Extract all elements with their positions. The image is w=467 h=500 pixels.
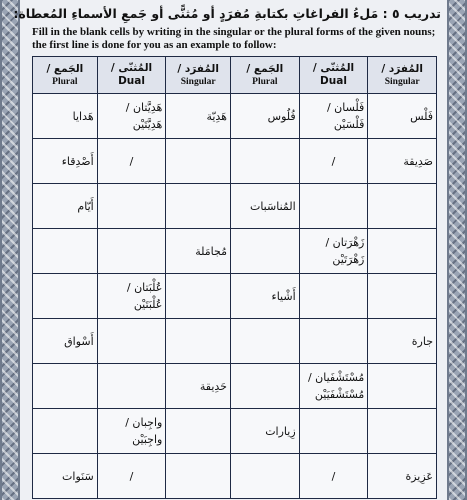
table-cell[interactable] (97, 454, 166, 499)
table-row (33, 454, 437, 499)
table-cell[interactable] (33, 364, 98, 409)
table-row (33, 409, 437, 454)
cell-text: أَيّام (77, 199, 94, 213)
column-header-english: Plural (52, 76, 78, 87)
table-cell (33, 184, 98, 229)
table-cell (166, 229, 231, 274)
column-header (230, 57, 299, 94)
cell-text: جارة (411, 334, 433, 348)
cell-text: أَشْياء (271, 289, 296, 303)
table-row (33, 184, 437, 229)
cell-text: سَنَوات (62, 469, 94, 483)
table-cell (33, 139, 98, 184)
cell-text-line: واجِبان / (125, 416, 163, 429)
table-body (33, 94, 437, 499)
table-cell[interactable] (166, 274, 231, 319)
cell-text-line: هَدِيَّتان / (125, 101, 163, 114)
table-cell[interactable] (33, 229, 98, 274)
table-row (33, 229, 437, 274)
cell-text: فَلْس (410, 109, 433, 123)
cell-text: هَدِيّة (206, 109, 227, 123)
slash-mark: / (331, 469, 336, 483)
table-cell[interactable] (230, 319, 299, 364)
table-cell (299, 229, 368, 274)
exercise-instructions: Fill in the blank cells by writing in the singular or the plural forms of the given nouns; the first line is done for you as an example to follow: (32, 26, 436, 51)
table-row (33, 364, 437, 409)
table-row (33, 139, 437, 184)
cell-text-line: مُسْتَشْفَيان / (307, 371, 365, 384)
cell-text-line: زَهْرَتَيْن (332, 253, 365, 266)
table-cell (299, 364, 368, 409)
table-header-row (33, 57, 437, 94)
table-cell[interactable] (299, 184, 368, 229)
slash-mark: / (129, 154, 134, 168)
column-header (299, 57, 368, 94)
column-header-arabic: المُثنّى / Dual (312, 62, 355, 87)
column-header-english: Singular (384, 76, 420, 87)
table-cell (230, 274, 299, 319)
table-cell[interactable] (97, 139, 166, 184)
cell-text-line: عُلْبَتَيْن (133, 298, 163, 311)
table-cell (368, 319, 437, 364)
table-cell[interactable] (33, 409, 98, 454)
table-row (33, 319, 437, 364)
table-cell[interactable] (368, 364, 437, 409)
cell-text: هَدايا (72, 109, 94, 123)
column-header-arabic: المُثنّى / Dual (110, 62, 153, 87)
table-cell (166, 364, 231, 409)
column-header (368, 57, 437, 94)
table-row (33, 94, 437, 139)
table-cell[interactable] (230, 229, 299, 274)
table-cell (166, 94, 231, 139)
cell-text: أَصْدِقاء (61, 154, 94, 168)
table-cell[interactable] (97, 319, 166, 364)
cell-text: المُناسَبات (249, 199, 296, 213)
table-cell[interactable] (299, 274, 368, 319)
table-cell[interactable] (230, 139, 299, 184)
cell-text-line: مُسْتَشْفَيَيْن (314, 388, 365, 401)
table-cell[interactable] (166, 409, 231, 454)
cell-text-line: عُلْبَتان / (126, 281, 163, 294)
table-cell[interactable] (368, 229, 437, 274)
table-cell (33, 454, 98, 499)
table-cell (368, 454, 437, 499)
column-header (33, 57, 98, 94)
table-cell[interactable] (166, 139, 231, 184)
table-cell[interactable] (166, 454, 231, 499)
cell-text-line: هَدِيَّتَيْن (132, 118, 163, 131)
slash-mark: / (331, 154, 336, 168)
table-cell[interactable] (97, 229, 166, 274)
column-header-english: Plural (252, 76, 278, 87)
table-cell (368, 139, 437, 184)
column-header (166, 57, 231, 94)
exercise-table (32, 56, 437, 499)
table-cell[interactable] (299, 319, 368, 364)
table-cell[interactable] (97, 364, 166, 409)
cell-text: صَدِيقة (403, 154, 433, 168)
table-cell[interactable] (299, 139, 368, 184)
table-cell (368, 94, 437, 139)
cell-text: أَسْواق (64, 334, 94, 348)
table-cell (97, 409, 166, 454)
column-header-arabic: الجَمع / (46, 62, 84, 75)
cell-text-line: فَلْسان / (326, 101, 365, 114)
table-cell[interactable] (299, 409, 368, 454)
column-header-arabic: المُفرَد / (177, 62, 219, 75)
decorative-border-right (447, 0, 467, 500)
column-header-arabic: الجَمع / (246, 62, 284, 75)
cell-text: حَدِيقة (199, 379, 227, 393)
table-cell (230, 409, 299, 454)
table-cell (33, 319, 98, 364)
cell-text: زِيارات (265, 424, 296, 438)
table-cell[interactable] (299, 454, 368, 499)
column-header-arabic: المُفرَد / (381, 62, 423, 75)
cell-text-line: زَهْرَتان / (325, 236, 365, 249)
table-cell[interactable] (368, 409, 437, 454)
table-row (33, 274, 437, 319)
cell-text: مُجامَلة (195, 244, 227, 258)
cell-text-line: فَلْسَيْن (333, 118, 365, 131)
table-cell[interactable] (230, 454, 299, 499)
table-cell (97, 274, 166, 319)
table-cell (97, 94, 166, 139)
table-cell[interactable] (230, 364, 299, 409)
cell-text: فُلُوس (267, 109, 296, 123)
table-cell (230, 184, 299, 229)
table-cell[interactable] (368, 184, 437, 229)
table-cell[interactable] (97, 184, 166, 229)
table-cell[interactable] (166, 184, 231, 229)
page-content (13, 0, 441, 500)
decorative-border-left (0, 0, 20, 500)
cell-text: عَزِيزة (405, 469, 433, 483)
column-header (97, 57, 166, 94)
table-cell (33, 94, 98, 139)
table-cell[interactable] (368, 274, 437, 319)
table-cell (299, 94, 368, 139)
cell-text-line: واجِبَيْن (132, 433, 163, 446)
table-cell[interactable] (166, 319, 231, 364)
column-header-english: Singular (180, 76, 216, 87)
table-cell[interactable] (33, 274, 98, 319)
exercise-title: تدريب ٥ : مَلءُ الفراغاتِ بكتابةِ مُفرَدٍ أو مُثنًّى أو جَمعِ الأسماءِ المُعطاة: (13, 6, 441, 21)
table-cell (230, 94, 299, 139)
slash-mark: / (129, 469, 134, 483)
